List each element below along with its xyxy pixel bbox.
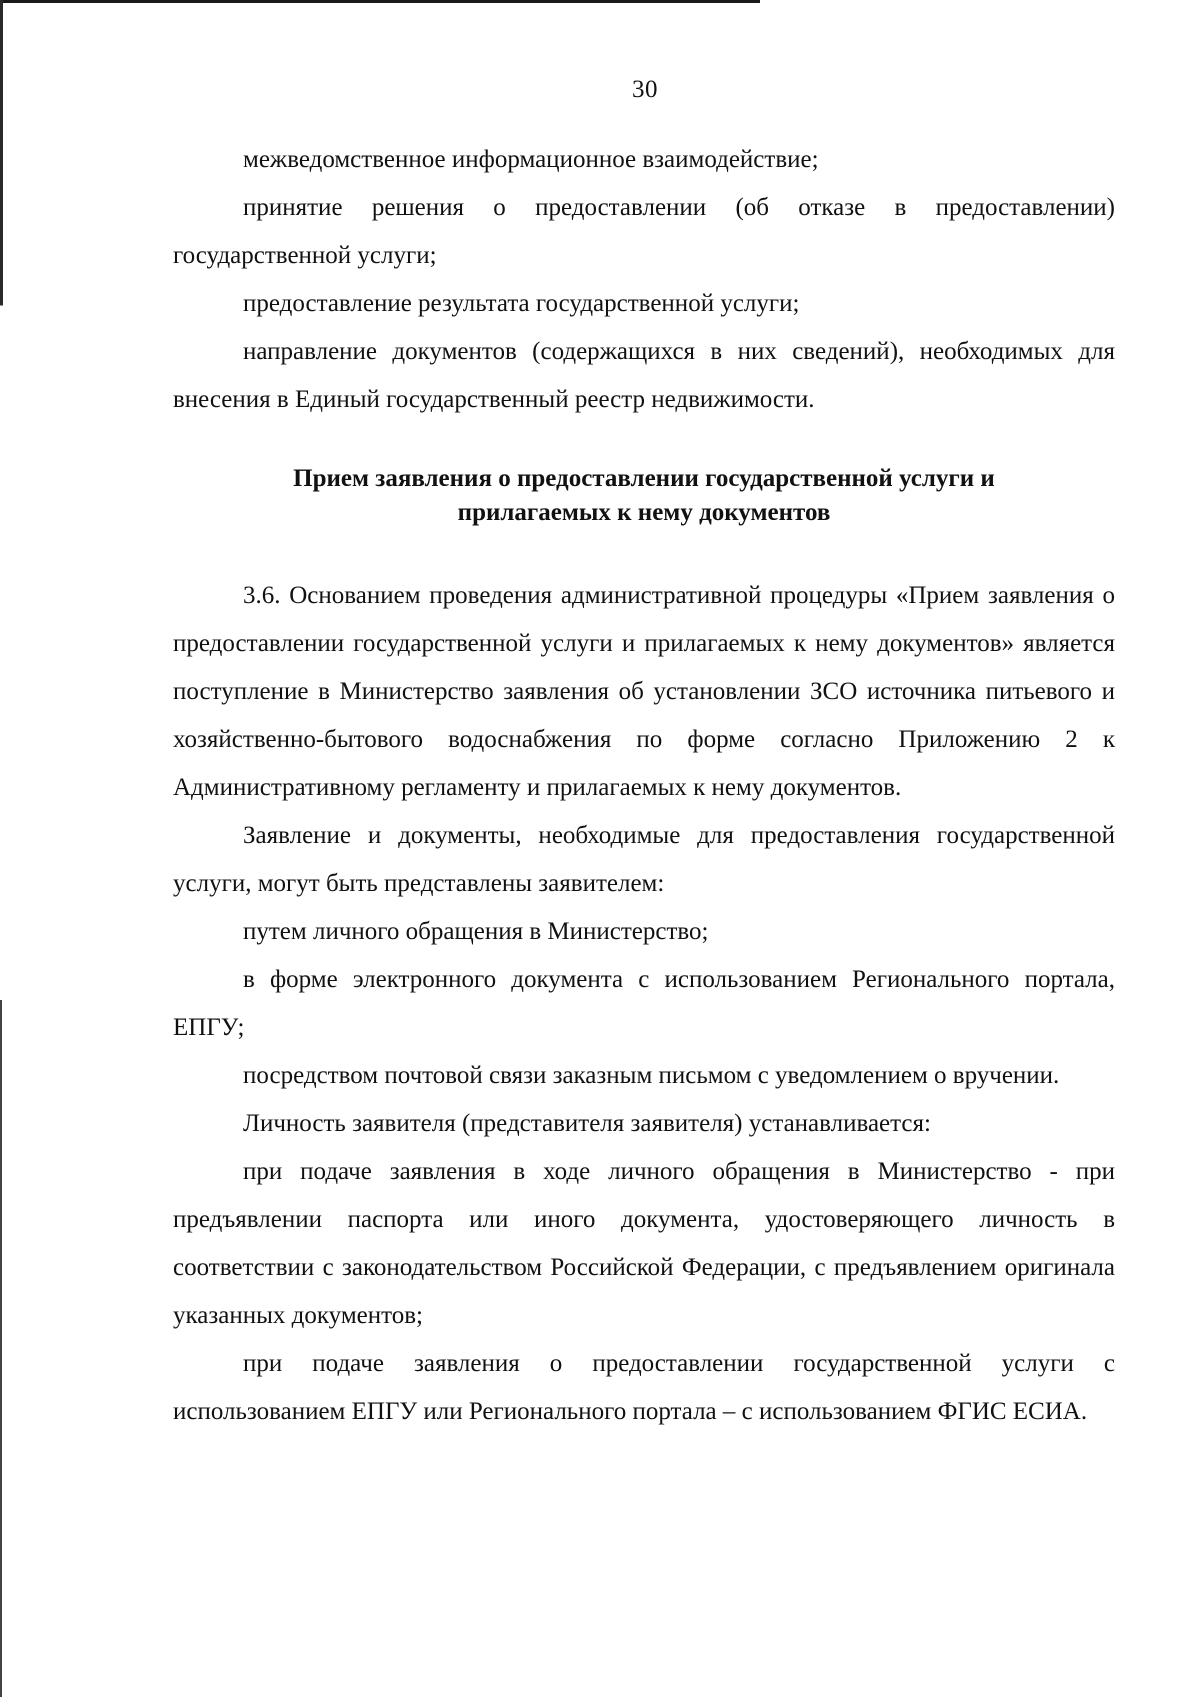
list-item: при подаче заявления в ходе личного обращения в Министерство - при предъявлении паспорта или иного документа, удостоверяющего личность в соответствии с законодательством Российской Федерации, с предъявлением оригинала указанных документов; xyxy=(173,1158,1115,1329)
list-item: при подаче заявления о предоставлении государственной услуги с использованием ЕПГУ или Регионального портала – с использованием ФГИС ЕСИА. xyxy=(173,1350,1115,1425)
paragraph: Заявление и документы, необходимые для предоставления государственной услуги, могут быть представлены заявителем: xyxy=(173,822,1115,897)
paragraph-3-6: 3.6. Основанием проведения административной процедуры «Прием заявления о предоставлении государственной услуги и прилагаемых к нему документов» является поступление в Министерство заявления об установлении ЗСО источника питьевого и хозяйственно-бытового водоснабжения по форме согласно Приложению 2 к Административному регламенту и прилагаемых к нему документов. xyxy=(173,582,1115,801)
scan-border-top xyxy=(0,0,760,3)
intro-item: предоставление результата государственной услуги; xyxy=(243,290,800,317)
intro-item: межведомственное информационное взаимодействие; xyxy=(243,146,819,173)
page-number: 30 xyxy=(632,76,658,103)
list-item: в форме электронного документа с использованием Регионального портала, ЕПГУ; xyxy=(173,966,1115,1041)
list-item: путем личного обращения в Министерство; xyxy=(243,918,709,945)
scan-border-left-lower xyxy=(0,1000,2,1697)
intro-item: принятие решения о предоставлении (об отказе в предоставлении) государственной услуги; xyxy=(173,194,1115,269)
section-heading-line-2: прилагаемых к нему документов xyxy=(457,499,831,526)
paragraph: Личность заявителя (представителя заявителя) устанавливается: xyxy=(243,1110,931,1137)
section-heading xyxy=(173,462,1115,530)
list-item: посредством почтовой связи заказным письмом с уведомлением о вручении. xyxy=(243,1062,1060,1089)
document-body xyxy=(173,136,1115,1436)
section-heading-line-1: Прием заявления о предоставлении государственной услуги и xyxy=(293,465,995,492)
intro-item: направление документов (содержащихся в них сведений), необходимых для внесения в Единый государственный реестр недвижимости. xyxy=(173,338,1115,413)
